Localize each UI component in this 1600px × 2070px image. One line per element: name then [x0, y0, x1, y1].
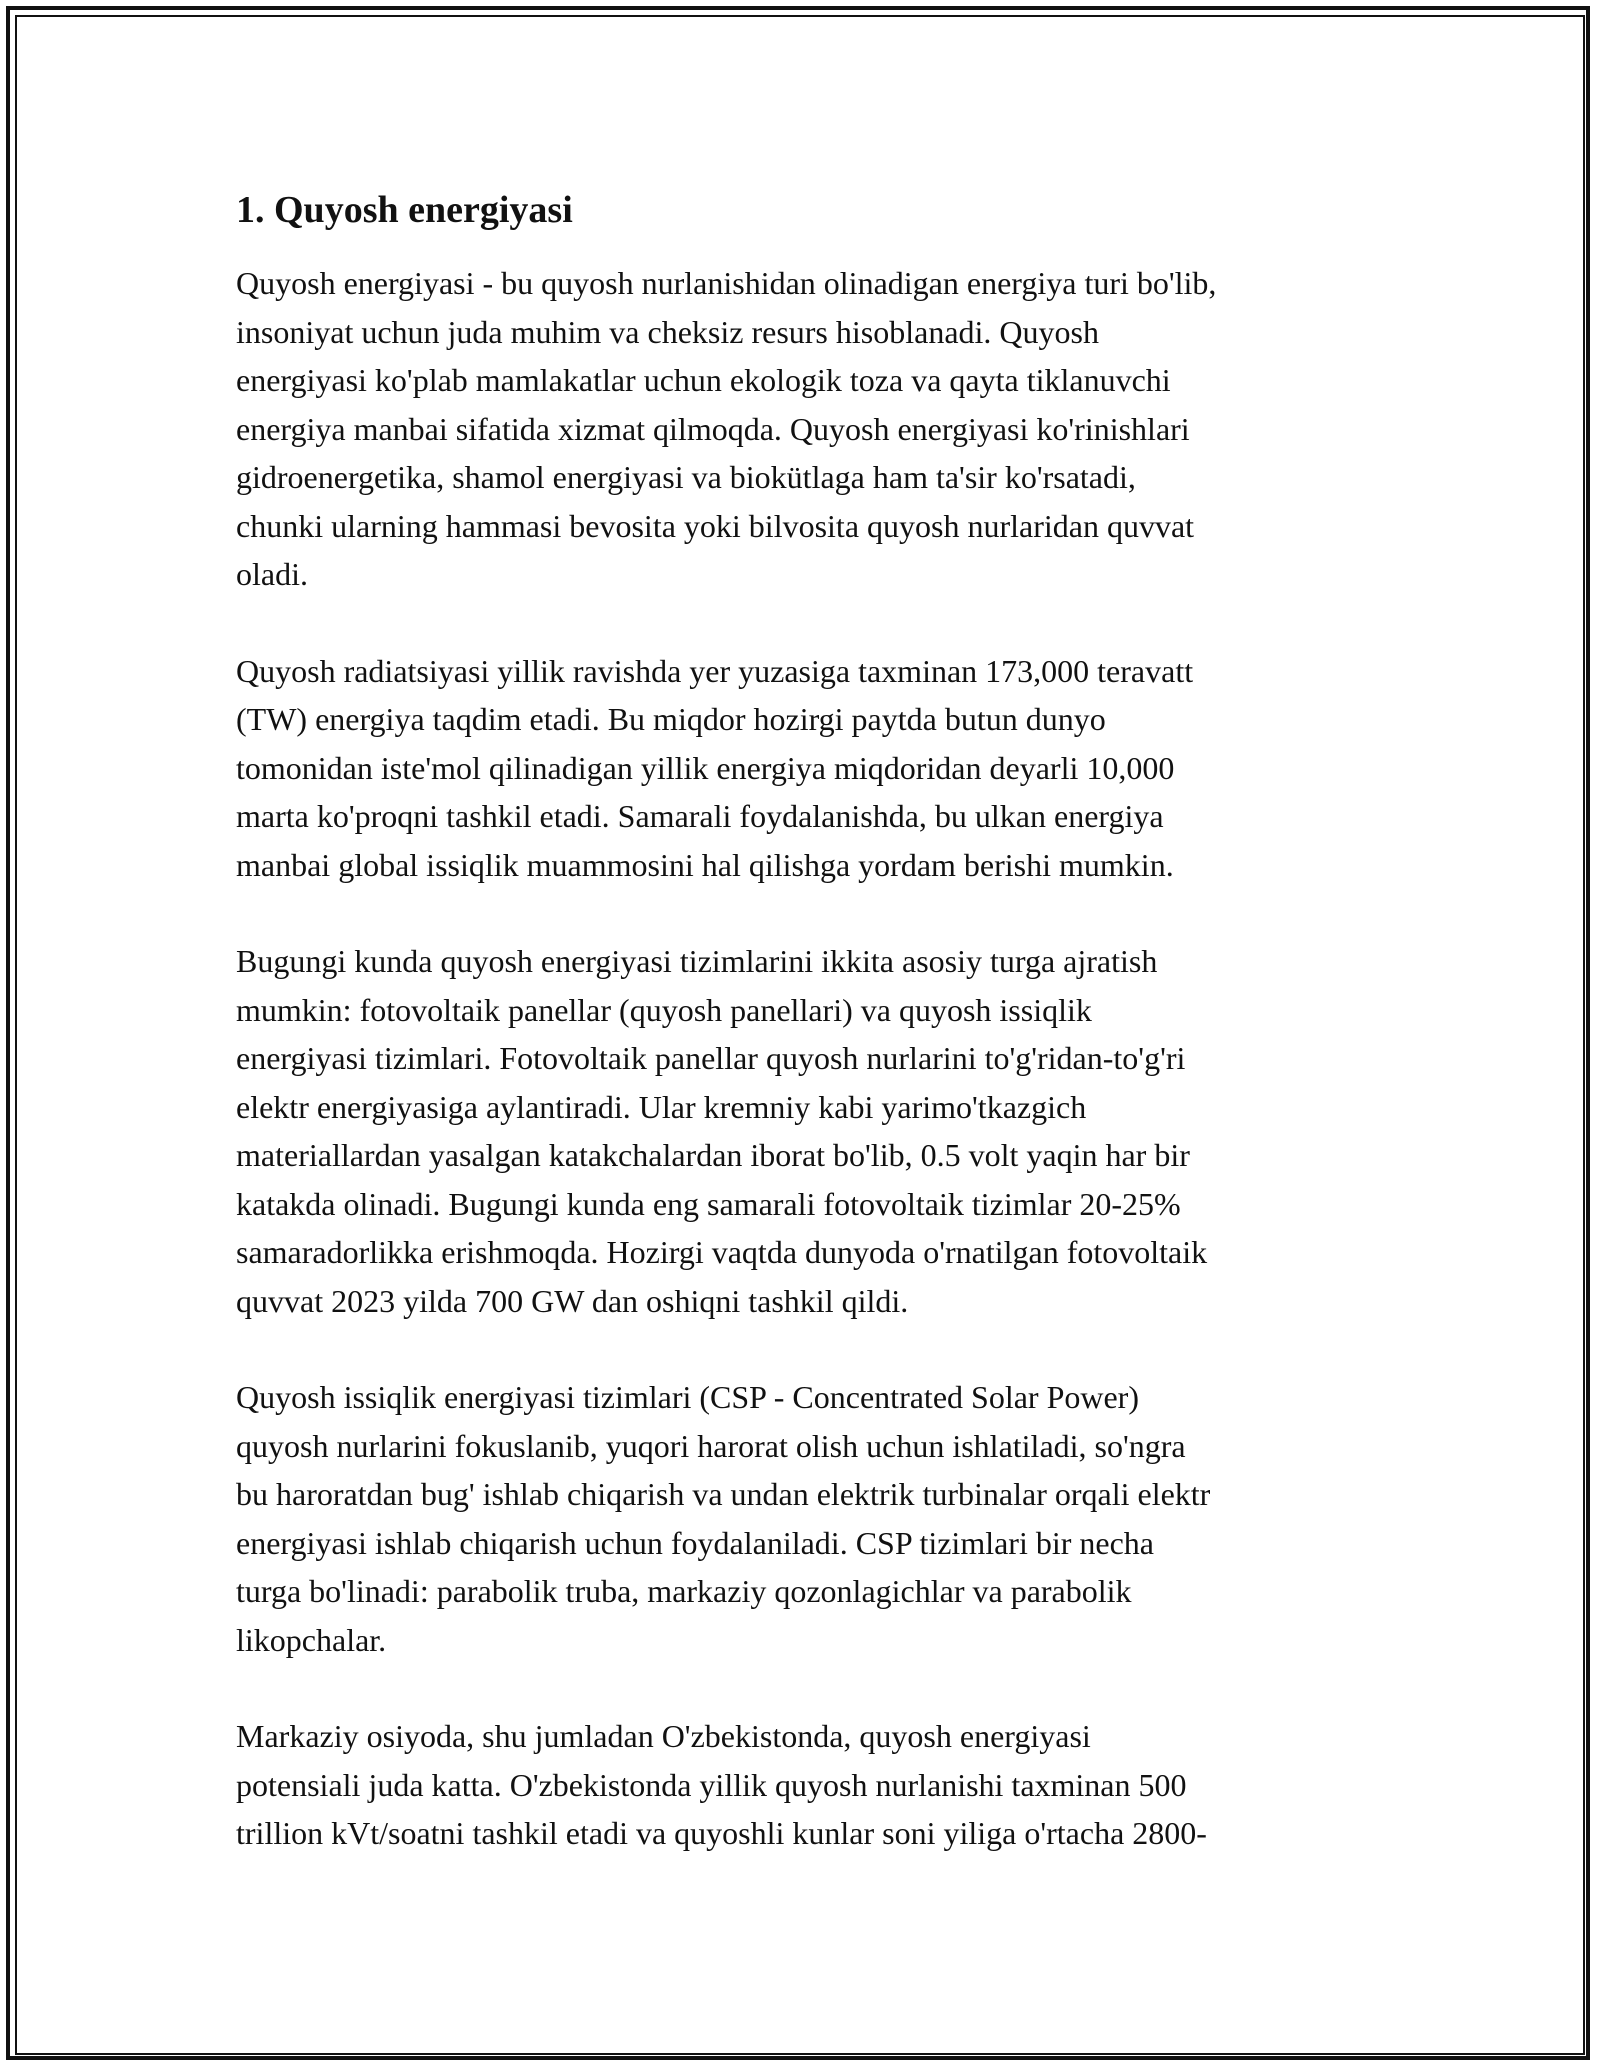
text-line: elektr energiyasiga aylantiradi. Ular kremniy kabi yarimo'tkazgich	[236, 1088, 1087, 1125]
text-line: (TW) energiya taqdim etadi. Bu miqdor hozirgi paytda butun dunyo	[236, 701, 1106, 737]
text-line: Quyosh energiyasi - bu quyosh nurlanishidan olinadigan energiya turi bo'lib,	[236, 265, 1217, 301]
text-line: energiyasi ko'plab mamlakatlar uchun ekologik toza va qayta tiklanuvchi	[236, 362, 1171, 398]
text-line: energiya manbai sifatida xizmat qilmoqda. Quyosh energiyasi ko'rinishlari	[236, 410, 1190, 447]
paragraph-central-asia	[236, 1712, 1376, 1858]
text-line: Quyosh radiatsiyasi yillik ravishda yer yuzasiga taxminan 173,000 teravatt	[236, 652, 1194, 689]
paragraph-photovoltaic	[236, 937, 1376, 1325]
text-line: katakda olinadi. Bugungi kunda eng samarali fotovoltaik tizimlar 20-25%	[236, 1185, 1181, 1222]
text-line: tomonidan iste'mol qilinadigan yillik energiya miqdoridan deyarli 10,000	[236, 749, 1175, 786]
text-line: bu haroratdan bug' ishlab chiqarish va undan elektrik turbinalar orqali elektr	[236, 1476, 1211, 1512]
text-line: turga bo'linadi: parabolik truba, markaziy qozonlagichlar va parabolik	[236, 1573, 1132, 1609]
text-line: mumkin: fotovoltaik panellar (quyosh panellari) va quyosh issiqlik	[236, 991, 1092, 1028]
text-line: quvvat 2023 yilda 700 GW dan oshiqni tashkil qildi.	[236, 1282, 909, 1319]
text-line: materiallardan yasalgan katakchalardan iborat bo'lib, 0.5 volt yaqin har bir	[236, 1137, 1190, 1173]
text-line: chunki ularning hammasi bevosita yoki bilvosita quyosh nurlaridan quvvat	[236, 507, 1195, 544]
text-line: gidroenergetika, shamol energiyasi va biokütlaga ham ta'sir ko'rsatadi,	[236, 459, 1136, 495]
text-line: Bugungi kunda quyosh energiyasi tizimlarini ikkita asosiy turga ajratish	[236, 943, 1158, 979]
text-line: insoniyat uchun juda muhim va cheksiz resurs hisoblanadi. Quyosh	[236, 313, 1099, 350]
text-line: Quyosh issiqlik energiyasi tizimlari (CSP - Concentrated Solar Power)	[236, 1379, 1139, 1415]
text-line: quyosh nurlarini fokuslanib, yuqori harorat olish uchun ishlatiladi, so'ngra	[236, 1427, 1186, 1464]
section-heading: 1. Quyosh energiyasi	[236, 189, 573, 231]
text-line: energiyasi tizimlari. Fotovoltaik panellar quyosh nurlarini to'g'ridan-to'g'ri	[236, 1040, 1186, 1076]
text-line: oladi.	[236, 556, 308, 592]
document-body	[236, 185, 1376, 1906]
paragraph-radiation	[236, 647, 1376, 890]
text-line: Markaziy osiyoda, shu jumladan O'zbekistonda, quyosh energiyasi	[236, 1718, 1091, 1754]
text-line: potensiali juda katta. O'zbekistonda yillik quyosh nurlanishi taxminan 500	[236, 1766, 1187, 1803]
paragraph-csp	[236, 1373, 1376, 1664]
text-line: trillion kVt/soatni tashkil etadi va quyoshli kunlar soni yiliga o'rtacha 2800-	[236, 1815, 1207, 1851]
text-line: energiyasi ishlab chiqarish uchun foydalaniladi. CSP tizimlari bir necha	[236, 1524, 1154, 1561]
text-line: samaradorlikka erishmoqda. Hozirgi vaqtda dunyoda o'rnatilgan fotovoltaik	[236, 1234, 1208, 1270]
text-line: marta ko'proqni tashkil etadi. Samarali foydalanishda, bu ulkan energiya	[236, 798, 1164, 834]
text-line: manbai global issiqlik muammosini hal qilishga yordam berishi mumkin.	[236, 846, 1174, 883]
text-line: likopchalar.	[236, 1621, 387, 1658]
paragraph-intro	[236, 259, 1376, 599]
